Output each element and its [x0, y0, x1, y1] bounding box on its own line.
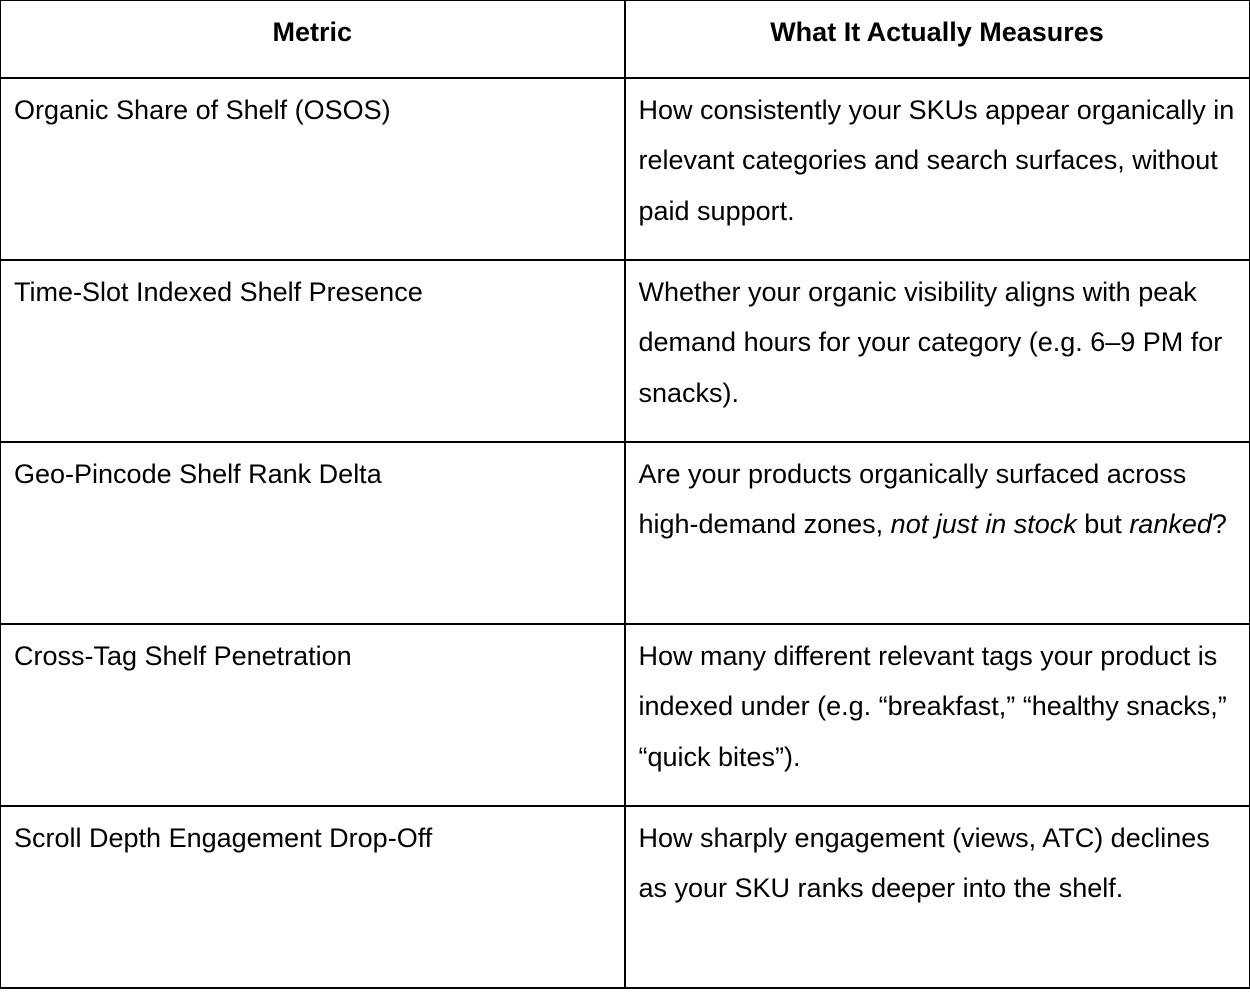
table-row [1, 442, 1250, 624]
table-row [1, 806, 1250, 988]
metric-cell: Cross-Tag Shelf Penetration [1, 624, 625, 806]
measures-text: but [1076, 509, 1130, 539]
measures-cell: How sharply engagement (views, ATC) declines as your SKU ranks deeper into the shelf. [625, 806, 1250, 988]
measures-cell [625, 442, 1250, 624]
metric-cell: Geo-Pincode Shelf Rank Delta [1, 442, 625, 624]
table-row [1, 624, 1250, 806]
metric-cell: Scroll Depth Engagement Drop-Off [1, 806, 625, 988]
metric-cell: Organic Share of Shelf (OSOS) [1, 78, 625, 260]
measures-emphasis: ranked [1129, 509, 1212, 539]
measures-text: ? [1211, 509, 1227, 539]
measures-cell: How many different relevant tags your product is indexed under (e.g. “breakfast,” “healthy snacks,” “quick bites”). [625, 624, 1250, 806]
measures-emphasis: not just in stock [890, 509, 1077, 539]
metric-cell: Time-Slot Indexed Shelf Presence [1, 260, 625, 442]
measures-text: Are your products organically surfaced across high-demand zones, [638, 458, 1187, 539]
header-metric: Metric [1, 1, 625, 78]
measures-cell: Whether your organic visibility aligns with peak demand hours for your category (e.g. 6–9 PM for snacks). [625, 260, 1250, 442]
header-what-it-measures: What It Actually Measures [625, 1, 1250, 78]
table-header-row [1, 1, 1250, 78]
table-row [1, 260, 1250, 442]
table-row [1, 78, 1250, 260]
measures-cell: How consistently your SKUs appear organically in relevant categories and search surfaces, without paid support. [625, 78, 1250, 260]
